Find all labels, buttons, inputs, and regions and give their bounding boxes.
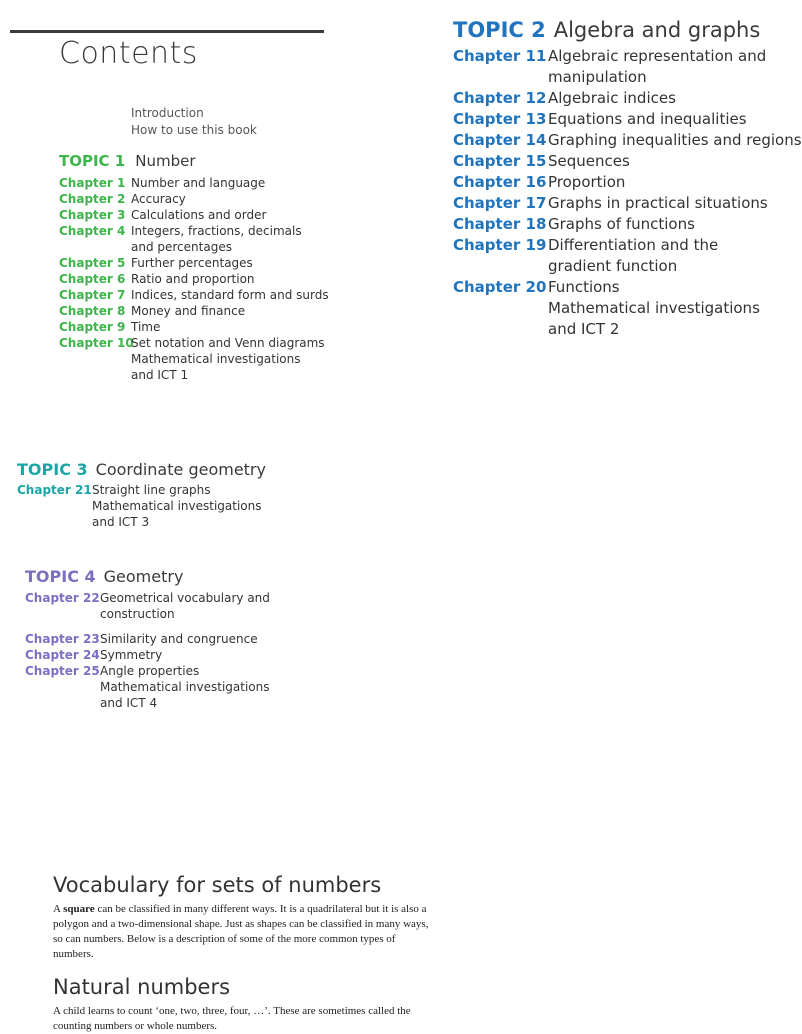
chapter-title: Further percentages bbox=[131, 256, 253, 270]
chapter-item[interactable] bbox=[25, 590, 270, 622]
intro-item-how-to-use[interactable]: How to use this book bbox=[131, 123, 257, 137]
investigations-item[interactable] bbox=[17, 498, 266, 530]
chapter-title-line: gradient function bbox=[548, 257, 678, 275]
topic-label: TOPIC 1 bbox=[59, 152, 126, 170]
vocab-text-prefix: A bbox=[53, 903, 64, 915]
chapter-item[interactable] bbox=[17, 482, 266, 498]
chapter-title-line: Geometrical vocabulary and bbox=[100, 591, 270, 605]
chapter-item[interactable] bbox=[59, 207, 329, 223]
chapter-label: Chapter 17 bbox=[453, 194, 547, 212]
chapter-item[interactable] bbox=[453, 214, 802, 235]
chapter-title: Money and finance bbox=[131, 304, 246, 318]
chapter-label: Chapter 9 bbox=[59, 320, 126, 334]
investigations-item[interactable] bbox=[453, 298, 802, 340]
chapter-title: Graphs in practical situations bbox=[548, 194, 768, 212]
intro-item-introduction[interactable]: Introduction bbox=[131, 106, 204, 120]
vocab-text: can be classified in many different ways. It is a quadrilateral but it is also a polygon and a two-dimensional shape. Just as shapes can be classified in many ways, so can numbers. Below is a description of some of the more common types of numbers. bbox=[53, 903, 429, 960]
chapter-list bbox=[59, 175, 329, 383]
chapter-label: Chapter 8 bbox=[59, 304, 126, 318]
chapter-title: Indices, standard form and surds bbox=[131, 288, 329, 302]
chapter-title-line: Integers, fractions, decimals bbox=[131, 224, 302, 238]
page-title: Contents bbox=[59, 36, 198, 71]
chapter-item[interactable] bbox=[25, 663, 270, 679]
topic-3-section bbox=[17, 459, 266, 530]
chapter-item[interactable] bbox=[59, 303, 329, 319]
chapter-label: Chapter 19 bbox=[453, 236, 547, 254]
header-rule bbox=[10, 30, 324, 33]
chapter-item[interactable] bbox=[453, 277, 802, 298]
chapter-label: Chapter 22 bbox=[25, 591, 100, 605]
chapter-label: Chapter 3 bbox=[59, 208, 126, 222]
investigations-line: and ICT 3 bbox=[92, 515, 150, 529]
chapter-title: Number and language bbox=[131, 176, 266, 190]
chapter-title: Time bbox=[131, 320, 161, 334]
topic-label: TOPIC 2 bbox=[453, 18, 546, 42]
chapter-item[interactable] bbox=[59, 191, 329, 207]
investigations-line: Mathematical investigations bbox=[548, 299, 760, 317]
chapter-title-line: and percentages bbox=[131, 240, 232, 254]
chapter-title: Symmetry bbox=[100, 648, 163, 662]
topic-name: Algebra and graphs bbox=[553, 18, 761, 42]
chapter-title bbox=[548, 235, 718, 277]
chapter-title: Accuracy bbox=[131, 192, 186, 206]
topic-3-heading bbox=[17, 459, 266, 480]
chapter-label: Chapter 13 bbox=[453, 110, 547, 128]
chapter-title: Graphing inequalities and regions bbox=[548, 131, 802, 149]
chapter-label: Chapter 14 bbox=[453, 131, 547, 149]
chapter-title: Ratio and proportion bbox=[131, 272, 255, 286]
chapter-title: Set notation and Venn diagrams bbox=[131, 336, 325, 350]
chapter-title: Functions bbox=[548, 278, 620, 296]
topic-4-section bbox=[25, 566, 270, 711]
topic-name: Geometry bbox=[103, 567, 184, 586]
chapter-item[interactable] bbox=[453, 235, 802, 277]
topic-name: Coordinate geometry bbox=[95, 460, 266, 479]
chapter-label: Chapter 20 bbox=[453, 278, 547, 296]
spacer bbox=[25, 622, 270, 631]
investigations-line: and ICT 1 bbox=[131, 368, 189, 382]
chapter-label: Chapter 5 bbox=[59, 256, 126, 270]
chapter-item[interactable] bbox=[59, 319, 329, 335]
chapter-item[interactable] bbox=[453, 88, 802, 109]
investigations-line: and ICT 2 bbox=[548, 320, 620, 338]
chapter-label: Chapter 12 bbox=[453, 89, 547, 107]
topic-1-section bbox=[59, 151, 329, 383]
topic-2-heading bbox=[453, 17, 802, 44]
chapter-list bbox=[17, 482, 266, 530]
investigations-line: and ICT 4 bbox=[100, 696, 158, 710]
chapter-title: Graphs of functions bbox=[548, 215, 695, 233]
chapter-label: Chapter 23 bbox=[25, 632, 100, 646]
chapter-item[interactable] bbox=[59, 223, 329, 255]
chapter-title bbox=[131, 223, 302, 255]
chapter-title: Equations and inequalities bbox=[548, 110, 747, 128]
chapter-title-line: manipulation bbox=[548, 68, 647, 86]
chapter-title: Similarity and congruence bbox=[100, 632, 258, 646]
chapter-label: Chapter 25 bbox=[25, 664, 100, 678]
chapter-item[interactable] bbox=[453, 172, 802, 193]
chapter-item[interactable] bbox=[25, 647, 270, 663]
natural-numbers-paragraph: A child learns to count ‘one, two, three, four, …’. These are sometimes called the counting numbers or whole numbers. bbox=[53, 1005, 411, 1032]
chapter-title bbox=[548, 46, 766, 88]
vocab-bold-term: square bbox=[63, 903, 95, 915]
vocab-paragraph bbox=[53, 902, 433, 962]
chapter-title bbox=[100, 590, 270, 622]
chapter-item[interactable] bbox=[59, 255, 329, 271]
investigations-line: Mathematical investigations bbox=[131, 352, 301, 366]
chapter-item[interactable] bbox=[453, 193, 802, 214]
chapter-title-line: Algebraic representation and bbox=[548, 47, 767, 65]
investigations-item[interactable] bbox=[25, 679, 270, 711]
natural-numbers-heading: Natural numbers bbox=[53, 975, 231, 999]
topic-2-section bbox=[453, 17, 802, 340]
topic-label: TOPIC 4 bbox=[25, 567, 96, 586]
investigations-line: Mathematical investigations bbox=[92, 499, 262, 513]
intro-list bbox=[131, 105, 257, 139]
chapter-label: Chapter 11 bbox=[453, 47, 547, 65]
chapter-label: Chapter 24 bbox=[25, 648, 100, 662]
chapter-title: Calculations and order bbox=[131, 208, 267, 222]
chapter-title: Algebraic indices bbox=[548, 89, 676, 107]
chapter-label: Chapter 4 bbox=[59, 224, 126, 238]
chapter-label: Chapter 15 bbox=[453, 152, 547, 170]
chapter-item[interactable] bbox=[453, 46, 802, 88]
chapter-label: Chapter 16 bbox=[453, 173, 547, 191]
chapter-label: Chapter 10 bbox=[59, 336, 134, 350]
chapter-item[interactable] bbox=[59, 335, 329, 351]
chapter-item[interactable] bbox=[59, 287, 329, 303]
investigations-item[interactable] bbox=[59, 351, 329, 383]
chapter-label: Chapter 2 bbox=[59, 192, 126, 206]
chapter-label: Chapter 6 bbox=[59, 272, 126, 286]
chapter-item[interactable] bbox=[25, 631, 270, 647]
chapter-title: Proportion bbox=[548, 173, 626, 191]
topic-label: TOPIC 3 bbox=[17, 460, 88, 479]
chapter-title-line: Differentiation and the bbox=[548, 236, 719, 254]
chapter-label: Chapter 7 bbox=[59, 288, 126, 302]
chapter-item[interactable] bbox=[453, 130, 802, 151]
chapter-label: Chapter 1 bbox=[59, 176, 126, 190]
chapter-item[interactable] bbox=[59, 175, 329, 191]
vocab-heading: Vocabulary for sets of numbers bbox=[53, 873, 382, 897]
chapter-title: Angle properties bbox=[100, 664, 200, 678]
chapter-label: Chapter 18 bbox=[453, 215, 547, 233]
chapter-title: Straight line graphs bbox=[92, 483, 211, 497]
chapter-list bbox=[453, 46, 802, 340]
topic-name: Number bbox=[135, 152, 196, 170]
topic-1-heading bbox=[59, 151, 329, 171]
chapter-label: Chapter 21 bbox=[17, 483, 92, 497]
chapter-title: Sequences bbox=[548, 152, 630, 170]
chapter-list bbox=[25, 590, 270, 711]
topic-4-heading bbox=[25, 566, 270, 587]
chapter-item[interactable] bbox=[453, 109, 802, 130]
chapter-item[interactable] bbox=[453, 151, 802, 172]
investigations-line: Mathematical investigations bbox=[100, 680, 270, 694]
chapter-title-line: construction bbox=[100, 607, 175, 621]
chapter-item[interactable] bbox=[59, 271, 329, 287]
